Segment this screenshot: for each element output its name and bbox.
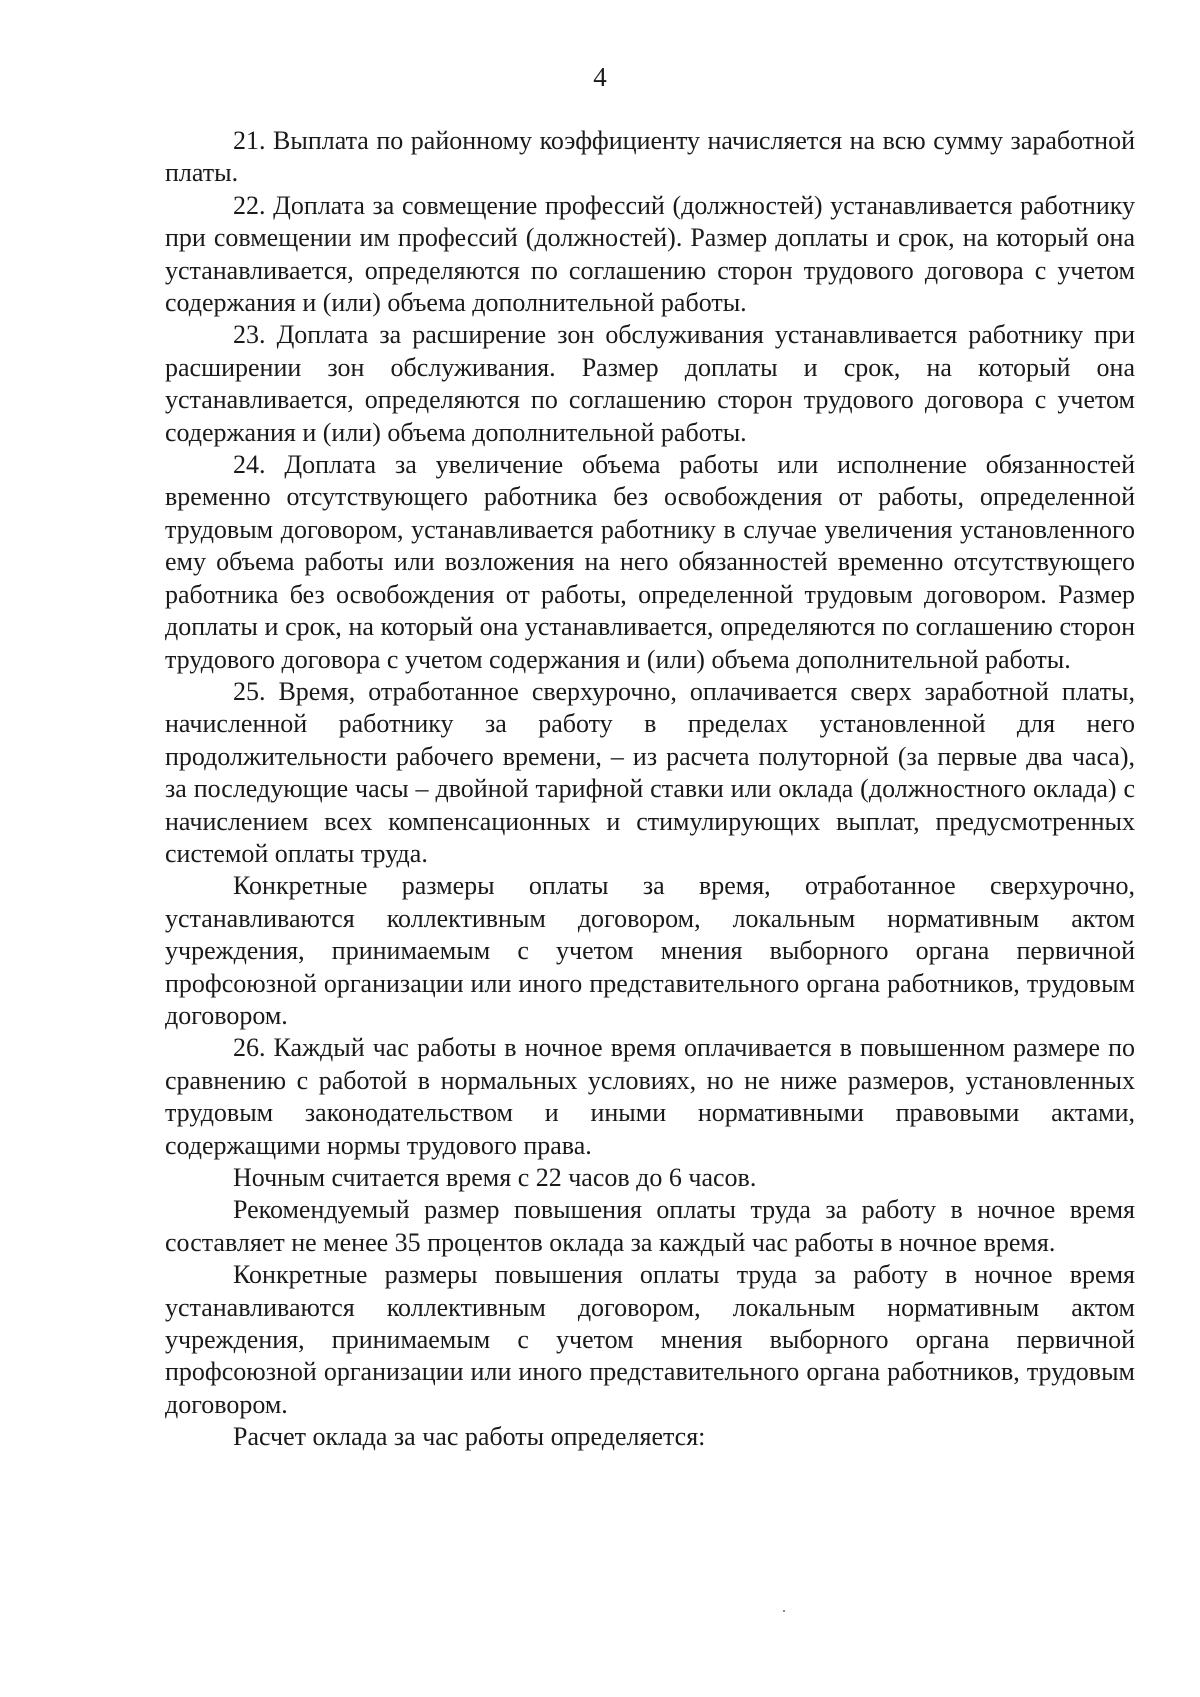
paragraph-25: 25. Время, отработанное сверхурочно, оплачивается сверх заработной платы, начисленной работнику за работу в пределах установленной для него продолжительности рабочего времени, – из расчета полуторной (за первые два часа), за последующие часы – двойной тарифной ставки или оклада (должностного оклада) с начислением всех компенсационных и стимулирующих выплат, предусмотренных системой оплаты труда. bbox=[165, 676, 1135, 868]
paragraph-night-rate-recommendation: Рекомендуемый размер повышения оплаты труда за работу в ночное время составляет не менее 35 процентов оклада за каждый час работы в ночное время. bbox=[165, 1195, 1135, 1257]
page-number: 4 bbox=[593, 62, 607, 92]
paragraph-26: 26. Каждый час работы в ночное время оплачивается в повышенном размере по сравнению с работой в нормальных условиях, но не ниже размеров, установленных трудовым законодательством и иными нормативными правовыми актами, содержащими нормы трудового права. bbox=[165, 1033, 1135, 1160]
paragraph-hourly-calculation: Расчет оклада за час работы определяется: bbox=[233, 1422, 706, 1452]
paragraph-overtime-rates: Конкретные размеры оплаты за время, отработанное сверхурочно, устанавливаются коллективным договором, локальным нормативным актом учреждения, принимаемым с учетом мнения выборного органа первичной профсоюзной организации или иного представительного органа работников, трудовым договором. bbox=[165, 871, 1135, 1030]
scan-speck bbox=[783, 1610, 785, 1612]
paragraph-night-hours: Ночным считается время с 22 часов до 6 часов. bbox=[233, 1163, 757, 1192]
paragraph-23: 23. Доплата за расширение зон обслуживания устанавливается работнику при расширении зон обслуживания. Размер доплаты и срок, на который она устанавливается, определяются по соглашению сторон трудового договора с учетом содержания и (или) объема дополнительной работы. bbox=[165, 320, 1135, 447]
paragraph-24: 24. Доплата за увеличение объема работы или исполнение обязанностей временно отсутствующего работника без освобождения от работы, определенной трудовым договором, устанавливается работнику в случае увеличения установленного ему объема работы или возложения на него обязанностей временно отсутствующего работника без освобождения от работы, определенной трудовым договором. Размер доплаты и срок, на который она устанавливается, определяются по соглашению сторон трудового договора с учетом содержания и (или) объема дополнительной работы. bbox=[165, 450, 1135, 674]
paragraph-night-rate-specific: Конкретные размеры повышения оплаты труда за работу в ночное время устанавливаются коллективным договором, локальным нормативным актом учреждения, принимаемым с учетом мнения выборного органа первичной профсоюзной организации или иного представительного органа работников, трудовым договором. bbox=[165, 1260, 1135, 1419]
paragraph-22: 22. Доплата за совмещение профессий (должностей) устанавливается работнику при совмещении им профессий (должностей). Размер доплаты и срок, на который она устанавливается, определяются по соглашению сторон трудового договора с учетом содержания и (или) объема дополнительной работы. bbox=[165, 190, 1135, 318]
document-body bbox=[165, 125, 1135, 1454]
paragraph-21: 21. Выплата по районному коэффициенту начисляется на всю сумму заработной платы. bbox=[165, 126, 1135, 188]
